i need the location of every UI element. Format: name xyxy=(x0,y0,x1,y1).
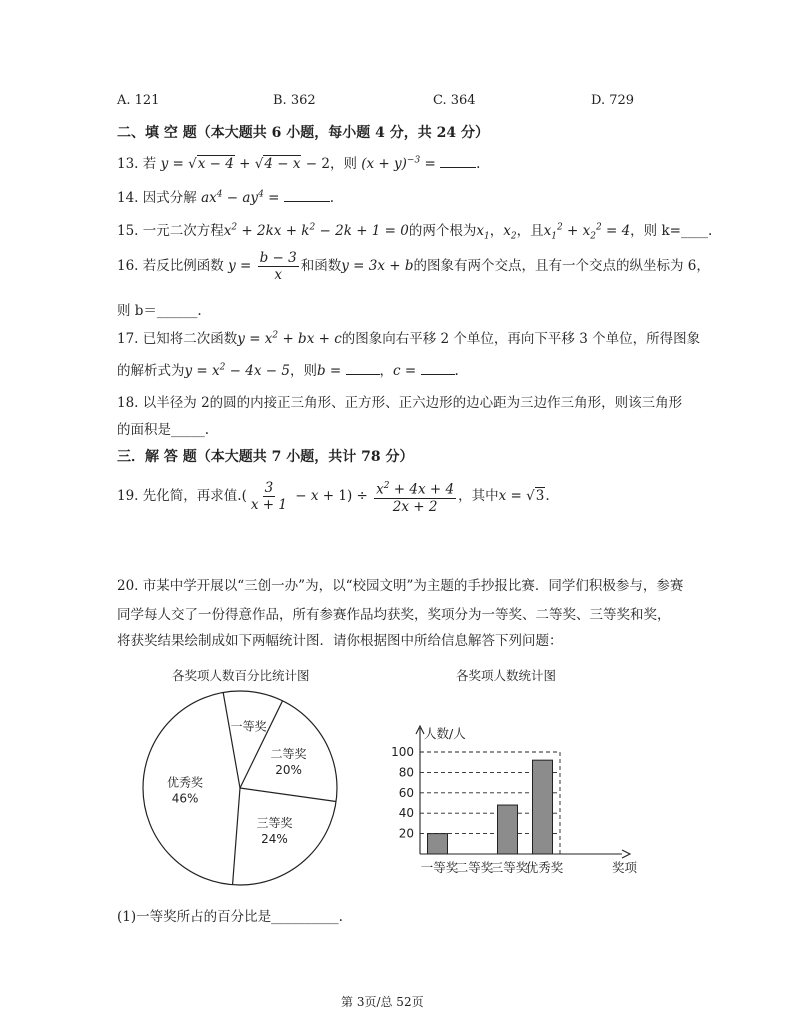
option-c: C. 364 xyxy=(433,93,476,108)
question-19: 19. 先化简，再求值.( $\frac{3}{x + 1}$ − x + 1) ÷ $\frac{x^2 + 4x + 4}{2x + 2}$ ，其中x = √3. xyxy=(117,479,550,515)
question-20-line2: 同学每人交了一份得意作品，所有参赛作品均获奖，奖项分为一等奖、二等奖、三等奖和奖， xyxy=(117,607,671,623)
pie-label-二等奖: 二等奖 xyxy=(270,747,307,762)
section-2-title: 二、填 空 题（本大题共 6 小题，每小题 4 分，共 24 分） xyxy=(117,125,489,141)
pie-label-三等奖: 三等奖 xyxy=(256,815,293,830)
question-17-line2: 的解析式为$y = x^2 - 4x - 5$，则b = ，c = . xyxy=(117,362,459,379)
question-20-line3: 将获奖结果绘制成如下两幅统计图．请你根据图中所给信息解答下列问题： xyxy=(117,633,563,649)
bar-chart-title: 各奖项人数统计图 xyxy=(456,668,557,683)
pie-label-优秀奖: 46% xyxy=(171,791,199,806)
option-b: B. 362 xyxy=(273,93,316,108)
y-tick-label: 80 xyxy=(398,765,414,780)
y-tick-label: 60 xyxy=(398,785,414,800)
x-tick-label: 优秀奖 xyxy=(525,860,564,875)
y-tick-label: 40 xyxy=(398,806,414,821)
question-16: 16. 若反比例函数 y = $\frac{b - 3}{x}$ 和函数y = 3x + b的图象有两个交点，且有一个交点的纵坐标为 6， xyxy=(117,250,710,283)
bar-一等奖 xyxy=(428,834,448,854)
bar-chart xyxy=(390,722,640,880)
question-16-line2: 则 b＝______. xyxy=(117,303,202,319)
question-18: 18. 以半径为 2的圆的内接正三角形、正方形、正六边形的边心距为三边作三角形，则该三角形 xyxy=(117,395,683,411)
question-14: 14. 因式分解 $ax^4 - ay^4$ = . xyxy=(117,189,334,206)
question-18-line2: 的面积是_____. xyxy=(117,422,210,438)
option-d: D. 729 xyxy=(591,93,635,108)
option-a: A. 121 xyxy=(117,93,160,108)
pie-label-一等奖: 一等奖 xyxy=(230,719,267,734)
pie-label-三等奖: 24% xyxy=(261,831,288,846)
bar-优秀奖 xyxy=(533,760,553,854)
x-tick-label: 一等奖 xyxy=(420,860,459,875)
pie-chart-title: 各奖项人数百分比统计图 xyxy=(172,668,310,683)
page-footer: 第 3页/总 52页 xyxy=(341,995,424,1009)
pie-label-优秀奖: 优秀奖 xyxy=(167,775,204,790)
question-15: 15. 一元二次方程$x^2 + 2kx + k^2 - 2k + 1 = 0$的两个根为$x_1$，$x_2$，且$x_1^2 + x_2^2 = 4$，则 k=____. xyxy=(117,222,713,242)
x-tick-label: 三等奖 xyxy=(490,860,529,875)
x-tick-label: 二等奖 xyxy=(455,860,494,875)
x-axis-arrow xyxy=(622,850,630,858)
y-axis-label: 人数/人 xyxy=(424,726,466,741)
question-17: 17. 已知将二次函数$y = x^2$ + bx + c的图象向右平移 2 个单位，再向下平移 3 个单位，所得图象 xyxy=(117,330,701,347)
question-20-line1: 20. 市某中学开展以“三创一办”为，以“校园文明”为主题的手抄报比赛．同学们积极参与，参赛 xyxy=(117,578,684,594)
pie-chart xyxy=(140,688,340,888)
question-20-part1: (1)一等奖所占的百分比是__________. xyxy=(117,909,343,925)
question-13: 13. 若 y = √x − 4 + √4 − x − 2，则 $(x + y)^{-3}$ = . xyxy=(117,155,481,172)
y-tick-label: 20 xyxy=(398,826,414,841)
pie-label-二等奖: 20% xyxy=(275,763,302,778)
y-tick-label: 100 xyxy=(391,745,414,759)
bar-三等奖 xyxy=(498,805,518,854)
x-axis-label: 奖项 xyxy=(612,860,638,875)
section-3-title: 三．解 答 题（本大题共 7 小题，共计 78 分） xyxy=(117,449,414,465)
